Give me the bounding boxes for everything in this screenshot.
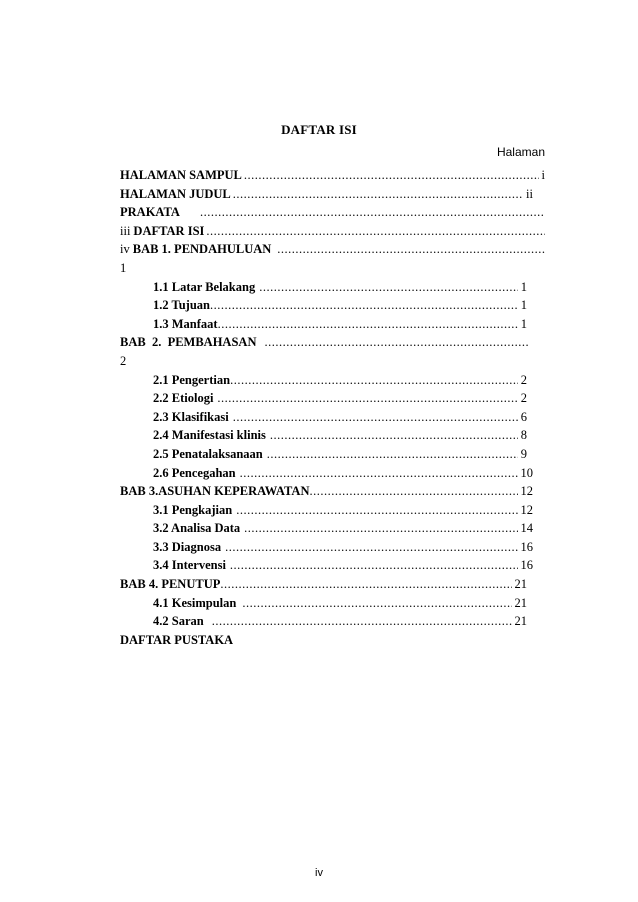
toc-subentry[interactable] [153, 408, 545, 427]
toc-subentry[interactable] [153, 371, 545, 390]
toc-entry-halaman-judul[interactable] [120, 185, 545, 204]
toc-entry-page: 12 [520, 502, 533, 517]
toc-subentry[interactable] [153, 315, 545, 334]
toc-entry-label: 2.6 Pencegahan [153, 465, 236, 480]
table-of-contents [120, 166, 545, 649]
dot-leader [240, 464, 518, 483]
dot-leader [200, 203, 545, 222]
toc-entry-bab4[interactable] [120, 575, 545, 594]
toc-entry-page: 16 [520, 558, 533, 573]
toc-entry-label: 3.4 Intervensi [153, 558, 226, 573]
toc-entry-page: 21 [514, 595, 527, 610]
dot-leader [206, 222, 545, 241]
toc-entry-label: 2.5 Penatalaksanaan [153, 446, 263, 461]
toc-entry-label: 1.3 Manfaat [153, 316, 218, 331]
dot-leader [218, 315, 518, 334]
toc-entry-label: BAB 1. PENDAHULUAN [132, 242, 272, 257]
dot-leader [236, 501, 517, 520]
toc-entry-label: HALAMAN SAMPUL [120, 168, 242, 182]
dot-leader [217, 389, 517, 408]
toc-carried-line [120, 352, 545, 371]
toc-subentry[interactable] [153, 445, 545, 464]
dot-leader [244, 166, 539, 185]
toc-entry-page: 1 [520, 279, 527, 294]
toc-entry-page: 21 [514, 614, 527, 629]
toc-subentry[interactable] [153, 538, 545, 557]
toc-entry-label: 1.1 Latar Belakang [153, 279, 256, 294]
toc-carried-page: 2 [120, 353, 127, 368]
dot-leader [264, 333, 529, 352]
toc-entry-label: DAFTAR ISI [133, 223, 205, 238]
toc-entry-label: 2.2 Etiologi [153, 391, 214, 406]
toc-entry-page: 2 [520, 391, 527, 406]
toc-subentry[interactable] [153, 612, 545, 631]
toc-entry-label: BAB 4. PENUTUP [120, 577, 221, 592]
toc-subentry[interactable] [153, 594, 545, 613]
toc-entry-bab3[interactable] [120, 482, 545, 501]
toc-subentry[interactable] [153, 519, 545, 538]
toc-subentry[interactable] [153, 501, 545, 520]
toc-entry-bab2[interactable] [120, 333, 545, 352]
dot-leader [259, 278, 518, 297]
toc-entry-label: 3.3 Diagnosa [153, 539, 222, 554]
dot-leader [270, 426, 518, 445]
toc-entry-daftar-isi[interactable] [120, 222, 545, 241]
toc-subentry[interactable] [153, 464, 545, 483]
dot-leader [225, 538, 517, 557]
toc-entry-page: 14 [520, 521, 533, 536]
toc-entry-page: 2 [520, 372, 527, 387]
toc-entry-label: HALAMAN JUDUL [120, 186, 231, 201]
toc-entry-halaman-sampul[interactable] [120, 166, 545, 185]
toc-carried-page: iv [120, 242, 130, 257]
toc-entry-page: 16 [520, 539, 533, 554]
toc-entry-label: 2.4 Manifestasi klinis [153, 428, 266, 443]
toc-entry-page: 8 [520, 428, 527, 443]
toc-entry-label: 3.2 Analisa Data [153, 521, 241, 536]
toc-carried-page: iii [120, 223, 131, 238]
dot-leader [267, 445, 518, 464]
dot-leader [210, 296, 518, 315]
toc-entry-label: 4.2 Saran [153, 614, 204, 629]
page-title: DAFTAR ISI [281, 122, 357, 137]
dot-leader [233, 185, 523, 204]
dot-leader [230, 371, 518, 390]
dot-leader [212, 612, 512, 631]
toc-entry-page: 21 [514, 577, 527, 592]
toc-entry-page: 1 [520, 298, 527, 313]
dot-leader [244, 519, 517, 538]
dot-leader [230, 556, 518, 575]
toc-entry-label: DAFTAR PUSTAKA [120, 632, 234, 647]
toc-entry-page: 10 [520, 465, 533, 480]
toc-entry-page: 9 [520, 446, 527, 461]
footer-page-number: iv [315, 867, 323, 879]
toc-entry-page: 1 [520, 316, 527, 331]
toc-entry-label: BAB 2. PEMBAHASAN [120, 335, 257, 350]
toc-entry-page: 6 [520, 409, 527, 424]
toc-subentry[interactable] [153, 278, 545, 297]
toc-subentry[interactable] [153, 389, 545, 408]
dot-leader [220, 575, 511, 594]
toc-entry-label: 4.1 Kesimpulan [153, 595, 237, 610]
toc-entry-page: i [541, 168, 545, 182]
toc-entry-prakata[interactable] [120, 203, 545, 222]
dot-leader [277, 240, 545, 259]
toc-entry-label: 2.3 Klasifikasi [153, 409, 229, 424]
toc-entry-daftar-pustaka[interactable] [120, 631, 545, 650]
toc-entry-label: PRAKATA [120, 205, 180, 220]
toc-subentry[interactable] [153, 296, 545, 315]
toc-entry-page: 12 [520, 484, 533, 499]
toc-subentry[interactable] [153, 426, 545, 445]
page-column-header: Halaman [496, 145, 545, 159]
toc-entry-bab1[interactable] [120, 240, 545, 259]
toc-carried-line [120, 259, 545, 278]
toc-entry-page: ii [526, 186, 533, 201]
toc-entry-label: 1.2 Tujuan [153, 298, 210, 313]
dot-leader [310, 482, 518, 501]
toc-entry-label: 2.1 Pengertian [153, 372, 231, 387]
toc-subentry[interactable] [153, 556, 545, 575]
dot-leader [233, 408, 518, 427]
toc-entry-label: BAB 3.ASUHAN KEPERAWATAN [120, 484, 310, 499]
dot-leader [242, 594, 511, 613]
toc-entry-label: 3.1 Pengkajian [153, 502, 233, 517]
toc-carried-page: 1 [120, 260, 127, 275]
